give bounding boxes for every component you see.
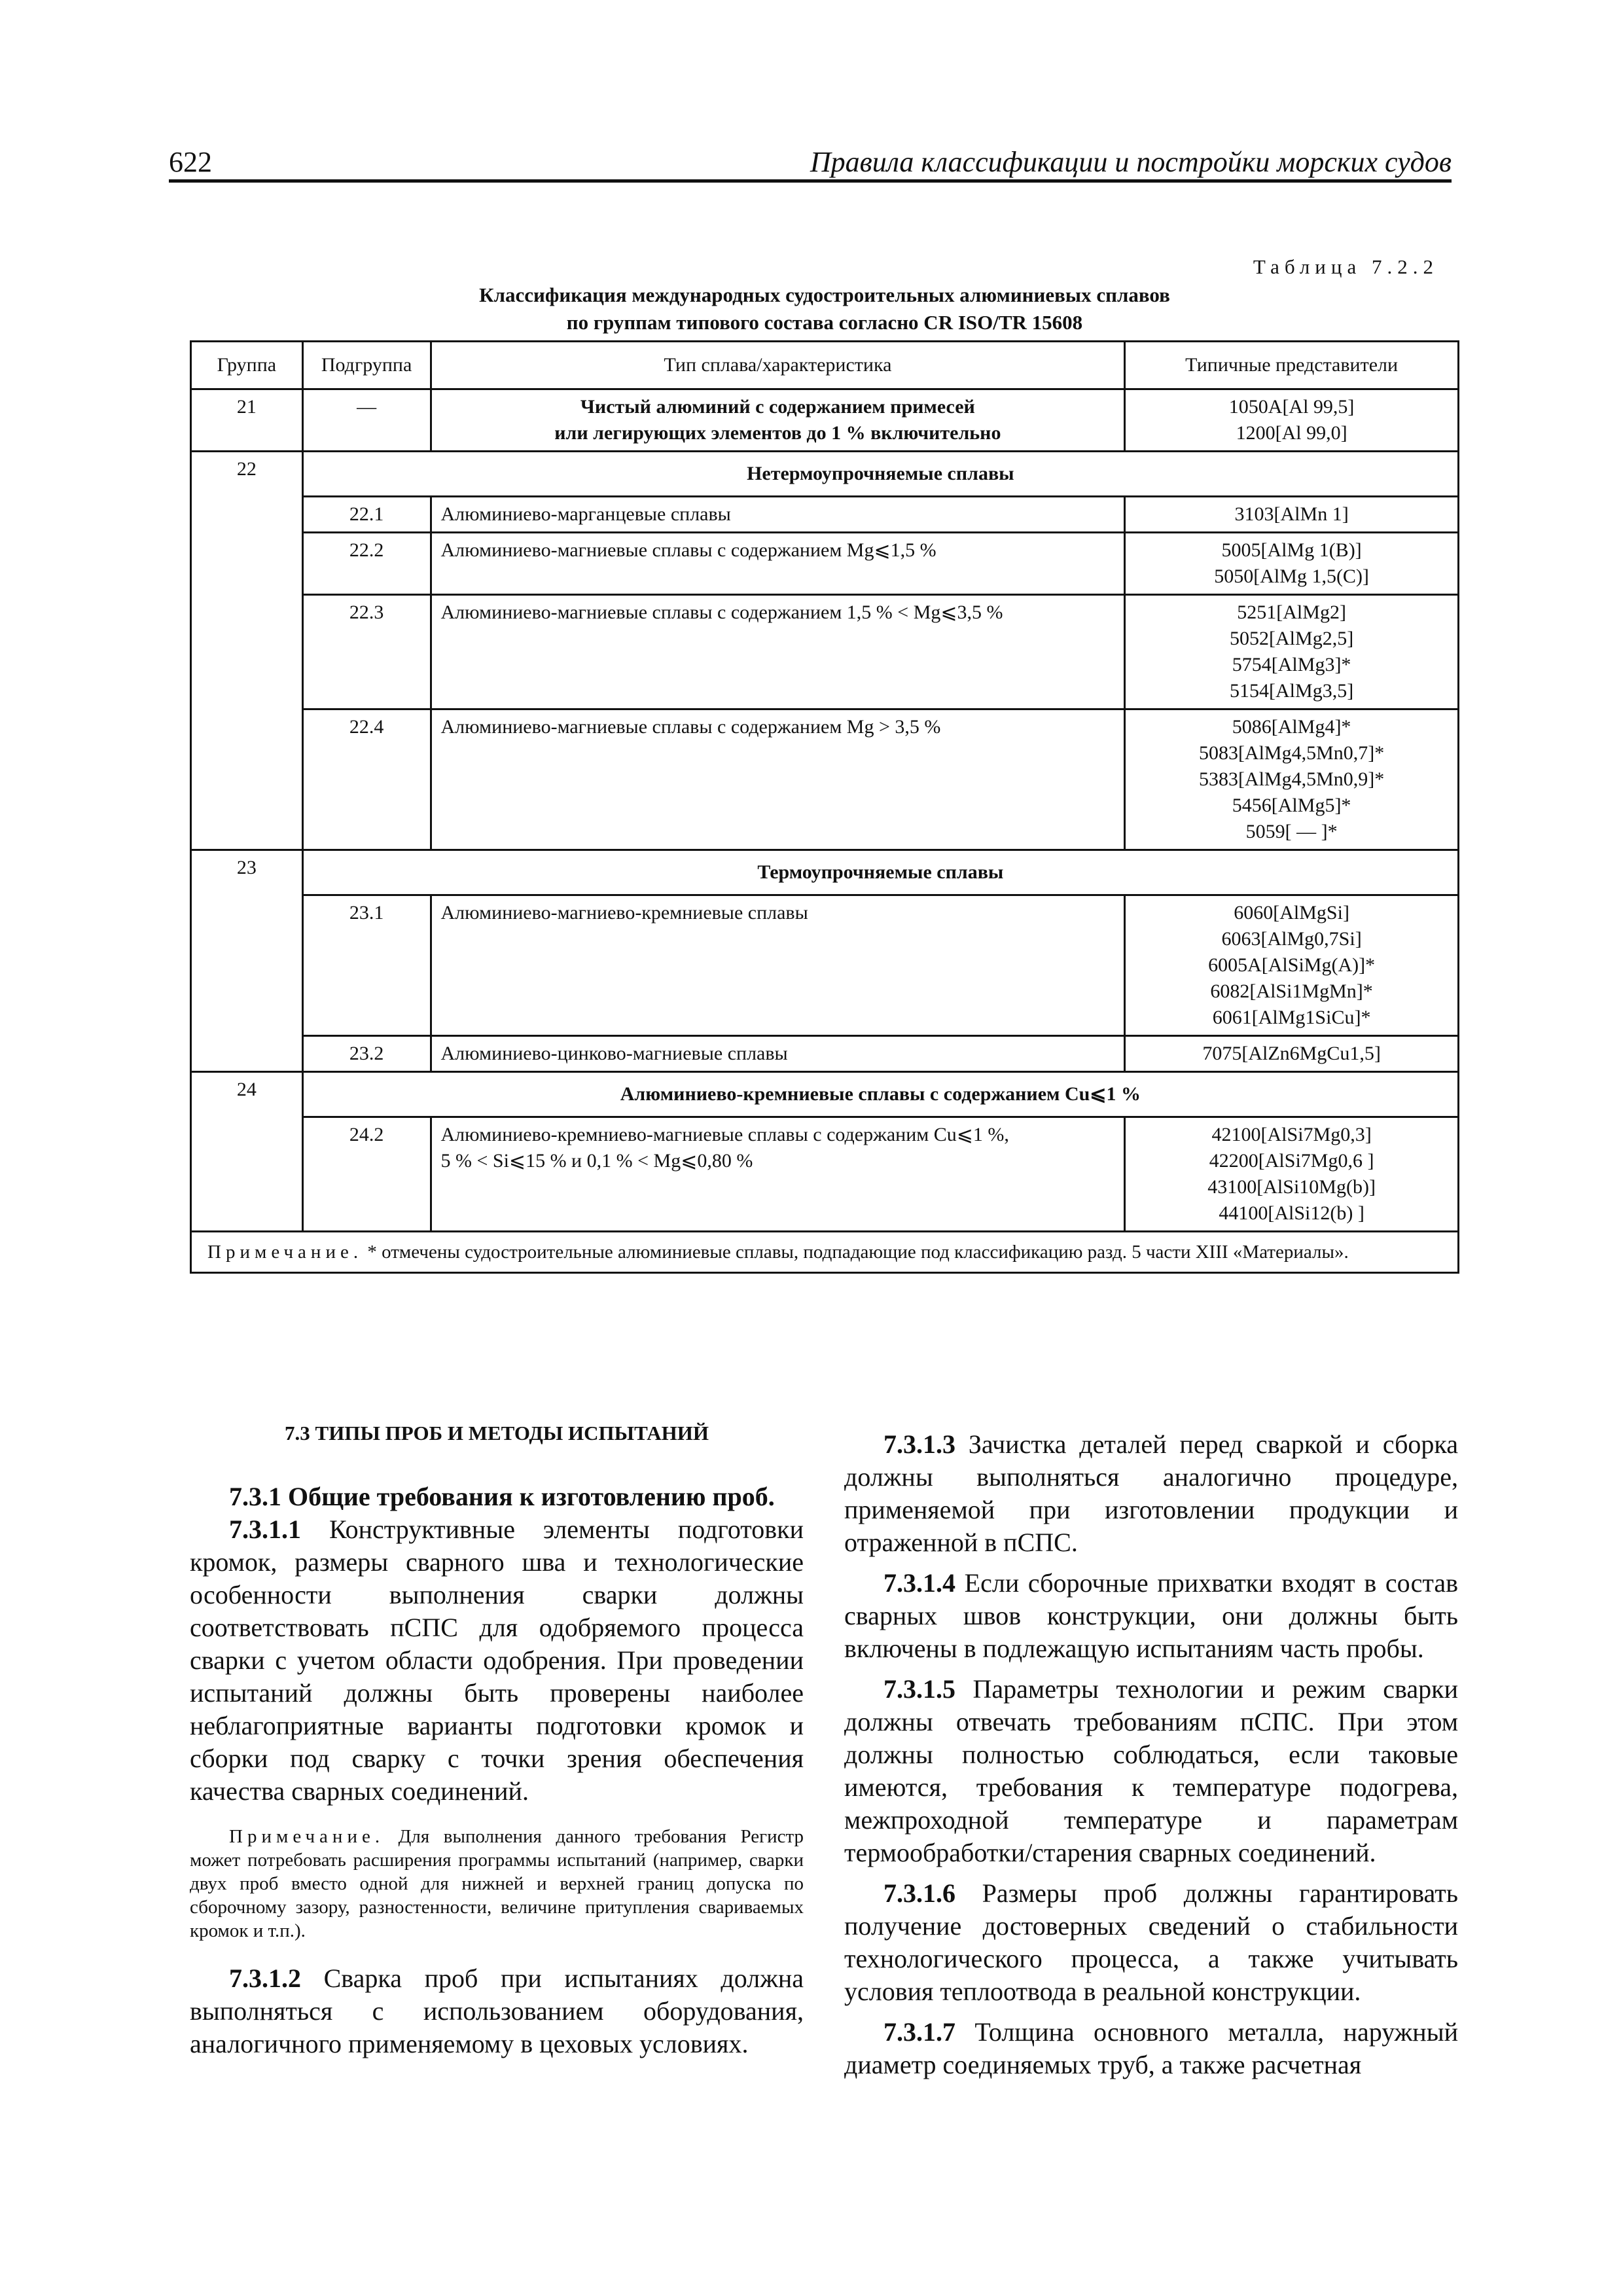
subgroup-cell: 22.1 bbox=[302, 497, 431, 533]
paragraph-7-3-1-1 bbox=[190, 1513, 804, 1808]
table-title-line: Классификация международных судостроительных алюминиевых сплавов bbox=[479, 283, 1170, 306]
representative: 1050A[Al 99,5] bbox=[1228, 396, 1355, 418]
group-cell: 23 bbox=[191, 850, 303, 1072]
table-title bbox=[190, 281, 1459, 336]
subsection-heading: 7.3.1 Общие требования к изготовлению проб. bbox=[229, 1482, 775, 1511]
header-rule bbox=[169, 179, 1452, 183]
table-row bbox=[191, 595, 1459, 709]
left-column bbox=[190, 1420, 804, 2068]
representatives-cell bbox=[1125, 595, 1459, 709]
table-row bbox=[191, 850, 1459, 895]
type-line: Чистый алюминий с содержанием примесей bbox=[580, 396, 975, 418]
clause-number: 7.3.1.6 bbox=[883, 1878, 955, 1908]
clause-text: Если сборочные прихватки входят в состав сварных швов конструкции, они должны быть включены в подлежащую испытаниям часть пробы. bbox=[844, 1568, 1458, 1663]
paragraph-7-3-1-5 bbox=[844, 1673, 1458, 1869]
table-note-row bbox=[191, 1232, 1459, 1273]
table-row bbox=[191, 389, 1459, 452]
table-row bbox=[191, 497, 1459, 533]
clause-number: 7.3.1.1 bbox=[229, 1515, 301, 1544]
representative: 5251[AlMg2] bbox=[1237, 601, 1346, 623]
section-heading: 7.3 ТИПЫ ПРОБ И МЕТОДЫ ИСПЫТАНИЙ bbox=[285, 1422, 709, 1444]
table-note-label: Примечание. bbox=[207, 1242, 363, 1263]
right-column bbox=[844, 1428, 1458, 2089]
subgroup-cell: 22.3 bbox=[302, 595, 431, 709]
clause-text: Сварка проб при испытаниях должна выполняться с использованием оборудования, аналогичного применяемому в цеховых условиях. bbox=[190, 1964, 804, 2058]
representative: 5005[AlMg 1(B)] bbox=[1221, 539, 1362, 561]
table-title-line: по группам типового состава согласно CR ISO/TR 15608 bbox=[566, 311, 1083, 334]
clause-number: 7.3.1.2 bbox=[229, 1964, 301, 1993]
column-header-representatives: Типичные представители bbox=[1125, 342, 1459, 389]
representative: 6060[AlMgSi] bbox=[1234, 902, 1349, 924]
representatives-cell bbox=[1125, 1117, 1459, 1232]
table-row bbox=[191, 1036, 1459, 1072]
paragraph-7-3-1-4 bbox=[844, 1567, 1458, 1665]
paragraph-7-3-1-2 bbox=[190, 1962, 804, 2060]
subgroup-cell: 24.2 bbox=[302, 1117, 431, 1232]
clause-note bbox=[190, 1825, 804, 1943]
type-cell: Алюминиево-марганцевые сплавы bbox=[431, 497, 1125, 533]
subgroup-cell: 23.2 bbox=[302, 1036, 431, 1072]
table-row bbox=[191, 452, 1459, 497]
table-note-text: * отмечены судостроительные алюминиевые сплавы, подпадающие под классификацию разд. 5 части XIII «Материалы». bbox=[363, 1242, 1349, 1263]
clause-text: Зачистка деталей перед сваркой и сборка должны выполняться аналогично процедуре, применяемой при изготовлении продукции и отраженной в пСПС. bbox=[844, 1429, 1458, 1557]
subgroup-cell: 22.4 bbox=[302, 709, 431, 850]
representative: 5456[AlMg5]* bbox=[1232, 795, 1351, 816]
representative: 6061[AlMg1SiCu]* bbox=[1212, 1007, 1371, 1028]
note-label: Примечание. bbox=[229, 1826, 385, 1847]
paragraph-7-3-1-3 bbox=[844, 1428, 1458, 1559]
representative: 44100[AlSi12(b) ] bbox=[1219, 1202, 1364, 1224]
type-cell: Алюминиево-магниевые сплавы с содержанием Mg > 3,5 % bbox=[431, 709, 1125, 850]
group-heading: Термоупрочняемые сплавы bbox=[302, 850, 1458, 895]
representative: 5059[ — ]* bbox=[1245, 821, 1338, 842]
clause-text: Параметры технологии и режим сварки должны отвечать требованиям пСПС. При этом должны полностью соблюдаться, если таковые имеются, требования к температуре подогрева, межпроходной температуре и параметрам термообработки/старения сварных соединений. bbox=[844, 1674, 1458, 1867]
group-cell: 21 bbox=[191, 389, 303, 452]
type-cell: Алюминиево-магниево-кремниевые сплавы bbox=[431, 895, 1125, 1036]
paragraph-7-3-1-6 bbox=[844, 1877, 1458, 2008]
note-text: Для выполнения данного требования Регистр может потребовать расширения программы испытаний (например, сварки двух проб вместо одной для нижней и верхней границ допуска по сборочному зазору, разностенности, величине притупления свариваемых кромок и т.п.). bbox=[190, 1826, 804, 1941]
representative: 5154[AlMg3,5] bbox=[1230, 680, 1354, 702]
representative: 6005A[AlSiMg(A)]* bbox=[1208, 954, 1376, 976]
type-cell bbox=[431, 1117, 1125, 1232]
type-line: или легирующих элементов до 1 % включительно bbox=[554, 422, 1001, 444]
representatives-cell bbox=[1125, 895, 1459, 1036]
type-cell: Алюминиево-цинково-магниевые сплавы bbox=[431, 1036, 1125, 1072]
table-row bbox=[191, 1072, 1459, 1117]
column-header-group: Группа bbox=[191, 342, 303, 389]
clause-number: 7.3.1.3 bbox=[883, 1429, 955, 1459]
group-heading: Нетермоупрочняемые сплавы bbox=[302, 452, 1458, 497]
paragraph-7-3-1-7 bbox=[844, 2016, 1458, 2081]
type-cell bbox=[431, 389, 1125, 452]
group-cell: 24 bbox=[191, 1072, 303, 1232]
alloy-classification-table bbox=[190, 340, 1459, 1274]
clause-number: 7.3.1.7 bbox=[883, 2017, 955, 2047]
representative: 5383[AlMg4,5Mn0,9]* bbox=[1198, 768, 1385, 790]
type-line: Алюминиево-кремниево-магниевые сплавы с содержаним Cu⩽1 %, bbox=[440, 1124, 1009, 1145]
representative: 5083[AlMg4,5Mn0,7]* bbox=[1198, 742, 1385, 764]
representative: 5086[AlMg4]* bbox=[1232, 716, 1351, 738]
page-number: 622 bbox=[169, 146, 212, 178]
clause-text: Конструктивные элементы подготовки кромок, размеры сварного шва и технологические особенности выполнения сварки должны соответствовать пСПС для одобряемого процесса сварки с учетом области одобрения. При проведении испытаний должны быть проверены наиболее неблагоприятные варианты подготовки кромок и сборки под сварку с точки зрения обеспечения качества сварных соединений. bbox=[190, 1515, 804, 1806]
table-note bbox=[191, 1232, 1459, 1273]
type-cell: Алюминиево-магниевые сплавы с содержанием 1,5 % < Mg⩽3,5 % bbox=[431, 595, 1125, 709]
representative: 42100[AlSi7Mg0,3] bbox=[1211, 1124, 1372, 1145]
group-cell: 22 bbox=[191, 452, 303, 850]
column-header-type: Тип сплава/характеристика bbox=[431, 342, 1125, 389]
representatives-cell bbox=[1125, 497, 1459, 533]
representatives-cell bbox=[1125, 389, 1459, 452]
subgroup-cell: — bbox=[302, 389, 431, 452]
table-row bbox=[191, 533, 1459, 595]
running-title: Правила классификации и постройки морских судов bbox=[810, 146, 1452, 178]
representative: 6063[AlMg0,7Si] bbox=[1221, 928, 1362, 950]
subgroup-cell: 22.2 bbox=[302, 533, 431, 595]
representative: 1200[Al 99,0] bbox=[1236, 422, 1347, 444]
subgroup-cell: 23.1 bbox=[302, 895, 431, 1036]
representatives-cell bbox=[1125, 533, 1459, 595]
representative: 5754[AlMg3]* bbox=[1232, 654, 1351, 675]
table-number: Таблица 7.2.2 bbox=[1253, 255, 1438, 278]
table-row bbox=[191, 1117, 1459, 1232]
group-heading: Алюминиево-кремниевые сплавы с содержанием Cu⩽1 % bbox=[302, 1072, 1458, 1117]
representative: 7075[AlZn6MgCu1,5] bbox=[1202, 1043, 1381, 1064]
representative: 43100[AlSi10Mg(b)] bbox=[1207, 1176, 1376, 1198]
representative: 6082[AlSi1MgMn]* bbox=[1210, 980, 1373, 1002]
clause-text: Толщина основного металла, наружный диаметр соединяемых труб, а также расчетная bbox=[844, 2017, 1458, 2079]
representative: 5050[AlMg 1,5(C)] bbox=[1214, 565, 1369, 587]
table-row bbox=[191, 709, 1459, 850]
representatives-cell bbox=[1125, 709, 1459, 850]
clause-text: Размеры проб должны гарантировать получение достоверных сведений о стабильности технологического процесса, а также учитывать условия теплоотвода в реальной конструкции. bbox=[844, 1878, 1458, 2006]
table-header-row bbox=[191, 342, 1459, 389]
table-row bbox=[191, 895, 1459, 1036]
clause-number: 7.3.1.4 bbox=[883, 1568, 955, 1598]
clause-number: 7.3.1.5 bbox=[883, 1674, 955, 1704]
representative: 5052[AlMg2,5] bbox=[1230, 628, 1354, 649]
representative: 3103[AlMn 1] bbox=[1234, 503, 1349, 525]
type-cell: Алюминиево-магниевые сплавы с содержанием Mg⩽1,5 % bbox=[431, 533, 1125, 595]
type-line: 5 % < Si⩽15 % и 0,1 % < Mg⩽0,80 % bbox=[440, 1150, 753, 1172]
representative: 42200[AlSi7Mg0,6 ] bbox=[1209, 1150, 1374, 1172]
representatives-cell bbox=[1125, 1036, 1459, 1072]
column-header-subgroup: Подгруппа bbox=[302, 342, 431, 389]
